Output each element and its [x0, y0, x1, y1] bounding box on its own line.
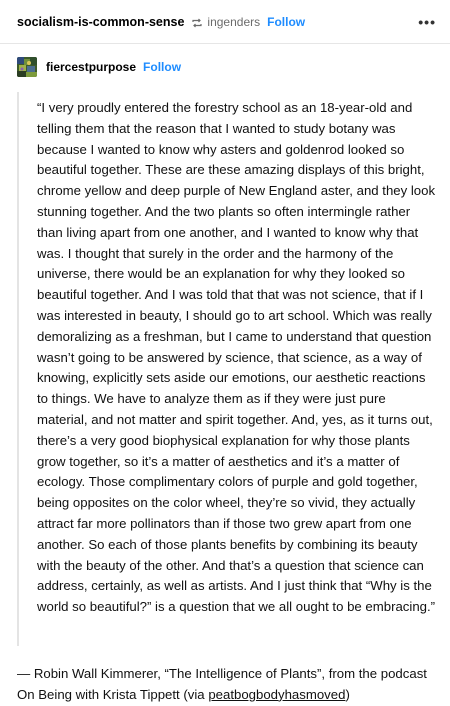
poster-username[interactable]: fiercestpurpose	[46, 60, 137, 74]
poster-follow-button[interactable]: Follow	[143, 60, 182, 74]
reblog-source-username[interactable]: ingenders	[207, 14, 261, 29]
blockquote	[17, 92, 438, 646]
reblog-icon	[191, 16, 203, 28]
follow-button[interactable]: Follow	[267, 14, 306, 29]
reblogger-username[interactable]: socialism-is-common-sense	[17, 14, 185, 29]
poster-row	[17, 56, 181, 78]
attribution	[17, 664, 442, 706]
more-options-icon[interactable]: •••	[418, 13, 436, 30]
avatar[interactable]	[17, 57, 37, 77]
via-link[interactable]: peatbogbodyhasmoved	[208, 686, 346, 702]
quote-text: “I very proudly entered the forestry school as an 18-year-old and telling them that the reason that I wanted to study botany was because I wanted to know why asters and goldenrod looked so beautiful together. These are these amazing displays of this bright, chrome yellow and deep purple of New England aster, and they look stunning together. And the two plants so often intermingle rather than living apart from one another, and I wanted to know why that was. I thought that surely in the order and the harmony of the universe, there would be an explanation for why they looked so beautiful together. And I was told that that was not science, that if I was interested in beauty, I should go to art school. Which was really demoralizing as a freshman, but I came to understand that question wasn’t going to be answered by science, that science, as a way of knowing, explicitly sets aside our emotions, our aesthetic reactions to things. We have to analyze them as if they were just pure material, and not matter and spirit together. And, yes, as it turns out, there’s a very good biophysical explanation for why those plants grow together, so it’s a matter of aesthetics and it’s a matter of ecology. Those complimentary colors of purple and gold together, being opposites on the color wheel, they’re so vivid, they actually attract far more pollinators than if those two grew apart from one another. So each of those plants benefits by combining its beauty with the beauty of the other. And that’s a question that science can address, certainly, as well as artists. And I just think that “Why is the world so beautiful?” is a question that we all ought to be embracing.”	[37, 100, 436, 615]
attribution-end: )	[345, 686, 350, 702]
attribution-text: — Robin Wall Kimmerer, “The Intelligence of Plants”, from the podcast On Being with Krista Tippett (via	[17, 666, 427, 702]
post-header	[0, 0, 450, 44]
